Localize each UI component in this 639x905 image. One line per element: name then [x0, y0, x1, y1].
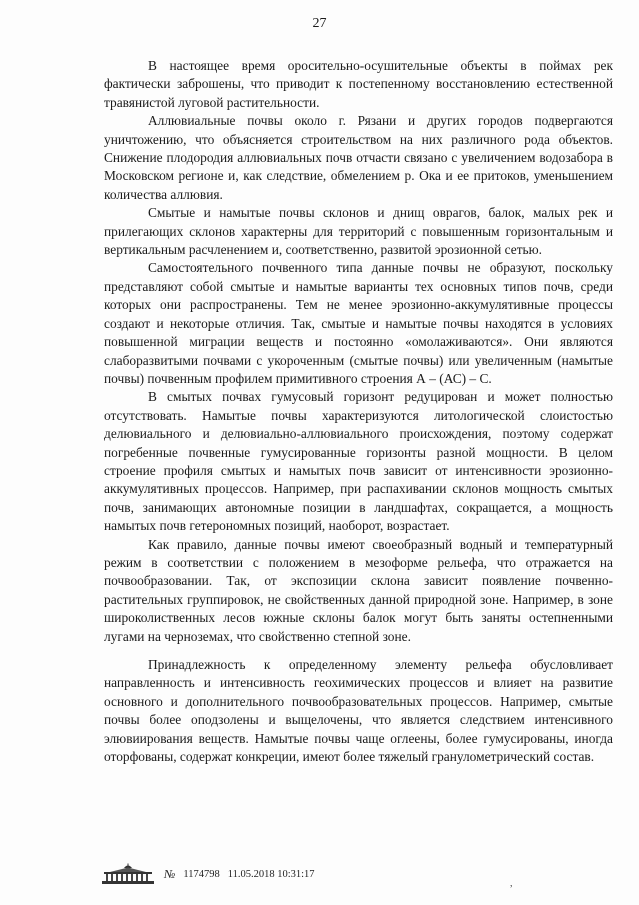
page-number: 27: [312, 16, 327, 31]
paragraph-humus-horizon: В смытых почвах гумусовый горизонт редуцирован и может полностью отсутствовать. Намытые почвы характеризуются литологической слоистостью делювиального и делювиально-аллювиального происхождения, поэтому содержат погребенные почвенные гумусированные горизонты разной мощности. В целом строение профиля смытых и намытых почв зависит от интенсивности эрозионно-аккумулятивных процессов. Например, при распахивании склонов мощность смытых почв, занимающих автономные позиции в ландшафтах, сокращается, а мощность намытых почв гетерономных позиций, наоборот, возрастает.: [104, 389, 613, 534]
paragraph-alluvial-soils: Аллювиальные почвы около г. Рязани и других городов подвергаются уничтожению, что объясняется строительством на них различного рода объектов. Снижение плодородия аллювиальных почв отчасти связано с увеличением водозабора в Московском регионе и, как следствие, обмелением р. Ока и ее притоков, уменьшением количества аллювия.: [104, 113, 613, 202]
paragraph-soil-type: Самостоятельного почвенного типа данные почвы не образуют, поскольку представляют собой смытые и намытые варианты тех основных типов почв, среди которых они распространены. Тем не менее эрозионно-аккумулятивные процессы создают и некоторые отличия. Так, смытые и намытые почвы находятся в условиях повышенной миграции веществ и постоянно «омолаживаются». Они являются слаборазвитыми почвами с укороченным (смытые почвы) или увеличенным (намытые почвы) почвенным профилем примитивного строения А – (АС) – С.: [104, 260, 613, 386]
document-date-time: 11.05.2018 10:31:17: [227, 868, 315, 880]
government-building-emblem-icon: [100, 863, 156, 885]
body-text: [104, 57, 613, 766]
paragraph-washed-soils: Смытые и намытые почвы склонов и днищ оврагов, балок, малых рек и прилегающих склонов характерны для территорий с повышенным горизонтальным и вертикальным расчленением и, соответственно, развитой эрозионной сетью.: [104, 205, 613, 258]
paragraph-floodplain-objects: В настоящее время оросительно-осушительные объекты в поймах рек фактически заброшены, что приводит к постепенному восстановлению естественной травянистой луговой растительности.: [104, 58, 613, 110]
paragraph-water-regime: Как правило, данные почвы имеют своеобразный водный и температурный режим в соответствии с положением в мезоформе рельефа, что отражается на почвообразовании. Так, от экспозиции склона зависит появление почвенно-растительных группировок, не свойственных данной природной зоне. Например, в зоне широколиственных лесов южные склоны балок могут быть заняты остепненными лугами на черноземах, что свойственно степной зоне.: [104, 536, 613, 644]
document-number: 1174798: [183, 868, 220, 880]
number-sign: №: [164, 866, 176, 881]
document-footer: [100, 862, 315, 886]
paragraph-relief-element: Принадлежность к определенному элементу рельефа обусловливает направленность и интенсивность геохимических процессов и влияет на развитие основного и дополнительного почвообразовательных процессов. Например, смытые почвы более оподзолены и выщелочены, что является следствием интенсивного элювиирования веществ. Намытые почвы чаще оглеены, более гумусированы, иногда оторфованы, содержат конкреции, имеют более тяжелый гранулометрический состав.: [104, 657, 613, 765]
stray-mark: ,: [510, 878, 513, 889]
